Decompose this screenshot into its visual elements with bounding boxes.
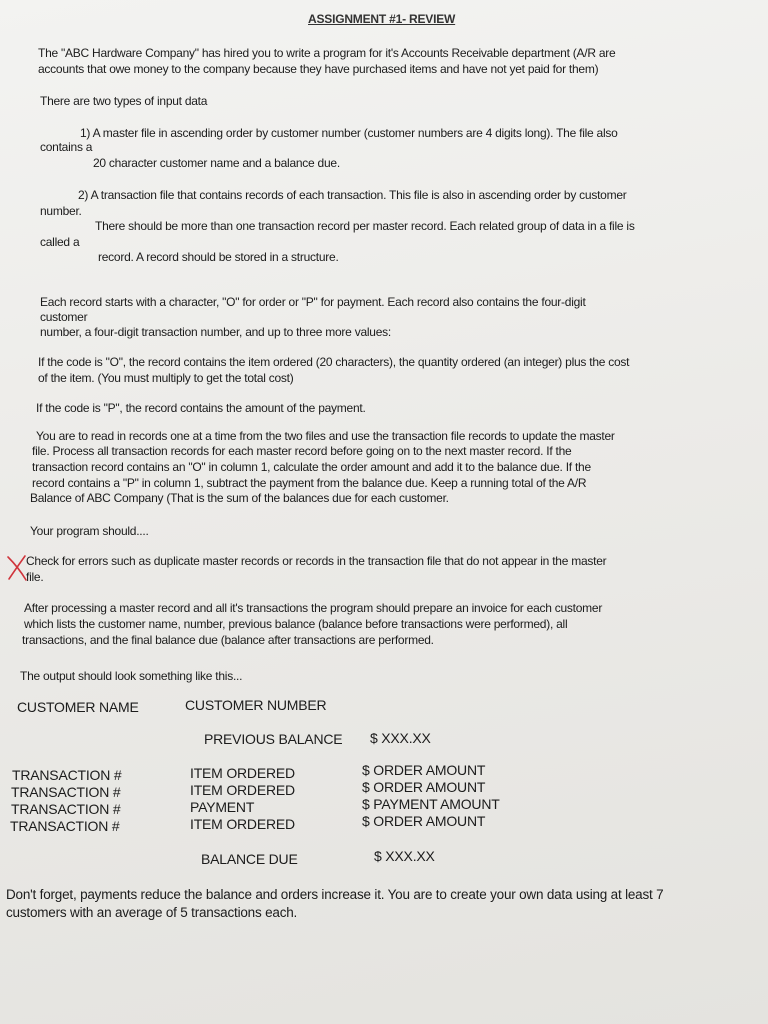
process-line-1: You are to read in records one at a time from the two files and use the transaction file records to update the master bbox=[36, 429, 615, 443]
item1-line-2: contains a bbox=[40, 140, 93, 154]
item2-line-2: number. bbox=[40, 204, 82, 218]
item2-line-4: called a bbox=[40, 235, 80, 249]
sample-previous-balance-label: PREVIOUS BALANCE bbox=[204, 731, 343, 747]
check-errors-line-1: Check for errors such as duplicate master records or records in the transaction file that do not appear in the master bbox=[26, 554, 607, 568]
sample-balance-due-label: BALANCE DUE bbox=[201, 851, 298, 867]
after-processing-line-2: which lists the customer name, number, previous balance (balance before transactions were performed), all bbox=[24, 617, 568, 631]
assignment-title: ASSIGNMENT #1- REVIEW bbox=[308, 12, 456, 26]
output-heading: The output should look something like this... bbox=[20, 669, 243, 683]
process-line-3: transaction record contains an "O" in column 1, calculate the order amount and add it to the balance due. If the bbox=[32, 460, 591, 474]
record-desc-line-1: Each record starts with a character, "O" for order or "P" for payment. Each record also contains the four-digit bbox=[40, 295, 586, 309]
item2-line-5: record. A record should be stored in a structure. bbox=[98, 250, 339, 264]
item2-line-3: There should be more than one transaction record per master record. Each related group of data in a file is bbox=[95, 219, 635, 233]
item1-line-1: 1) A master file in ascending order by customer number (customer numbers are 4 digits long). The file also bbox=[80, 126, 618, 140]
sample-previous-balance-value: $ XXX.XX bbox=[370, 730, 431, 746]
transaction-row-1-col2: ITEM ORDERED bbox=[190, 765, 295, 781]
after-processing-line-3: transactions, and the final balance due (balance after transactions are performed. bbox=[22, 633, 434, 647]
transaction-row-3-col3: $ PAYMENT AMOUNT bbox=[362, 796, 500, 812]
after-processing-line-1: After processing a master record and all it's transactions the program should prepare an invoice for each customer bbox=[24, 601, 603, 615]
sample-balance-due-value: $ XXX.XX bbox=[374, 848, 435, 864]
intro-line-1: The "ABC Hardware Company" has hired you to write a program for it's Accounts Receivable department (A/R are bbox=[38, 46, 616, 60]
process-line-2: file. Process all transaction records for each master record before going on to the next master record. If the bbox=[32, 444, 572, 458]
sample-customer-name: CUSTOMER NAME bbox=[17, 699, 139, 715]
code-o-line-1: If the code is "O", the record contains the item ordered (20 characters), the quantity ordered (an integer) plus the cost bbox=[38, 355, 630, 369]
intro-line-2: accounts that owe money to the company because they have purchased items and have not yet paid for them) bbox=[38, 62, 599, 76]
check-errors-line-2: file. bbox=[26, 570, 44, 584]
handwritten-x-mark-icon bbox=[6, 554, 28, 582]
code-o-line-2: of the item. (You must multiply to get the total cost) bbox=[38, 371, 294, 385]
transaction-row-3-col2: PAYMENT bbox=[190, 799, 255, 815]
code-p-line: If the code is "P", the record contains the amount of the payment. bbox=[36, 401, 366, 415]
input-types-heading: There are two types of input data bbox=[40, 94, 208, 108]
process-line-5: Balance of ABC Company (That is the sum of the balances due for each customer. bbox=[30, 491, 449, 505]
program-should: Your program should.... bbox=[30, 524, 149, 538]
transaction-row-2-col2: ITEM ORDERED bbox=[190, 782, 295, 798]
item2-line-1: 2) A transaction file that contains records of each transaction. This file is also in ascending order by customer bbox=[78, 188, 627, 202]
transaction-row-4-col2: ITEM ORDERED bbox=[190, 816, 295, 832]
process-line-4: record contains a "P" in column 1, subtract the payment from the balance due. Keep a running total of the A/R bbox=[32, 476, 587, 490]
closing-line-2: customers with an average of 5 transactions each. bbox=[6, 905, 298, 920]
transaction-row-2-col3: $ ORDER AMOUNT bbox=[362, 779, 486, 795]
record-desc-line-3: number, a four-digit transaction number, and up to three more values: bbox=[40, 325, 391, 339]
item1-line-3: 20 character customer name and a balance due. bbox=[93, 156, 340, 170]
transaction-row-2-col1: TRANSACTION # bbox=[11, 784, 121, 800]
record-desc-line-2: customer bbox=[40, 310, 88, 324]
transaction-row-1-col3: $ ORDER AMOUNT bbox=[362, 762, 486, 778]
transaction-row-4-col1: TRANSACTION # bbox=[10, 818, 120, 834]
sample-customer-number: CUSTOMER NUMBER bbox=[185, 697, 327, 713]
transaction-row-1-col1: TRANSACTION # bbox=[12, 767, 122, 783]
transaction-row-4-col3: $ ORDER AMOUNT bbox=[362, 813, 486, 829]
transaction-row-3-col1: TRANSACTION # bbox=[11, 801, 121, 817]
closing-line-1: Don't forget, payments reduce the balance and orders increase it. You are to create your own data using at least 7 bbox=[6, 887, 664, 902]
